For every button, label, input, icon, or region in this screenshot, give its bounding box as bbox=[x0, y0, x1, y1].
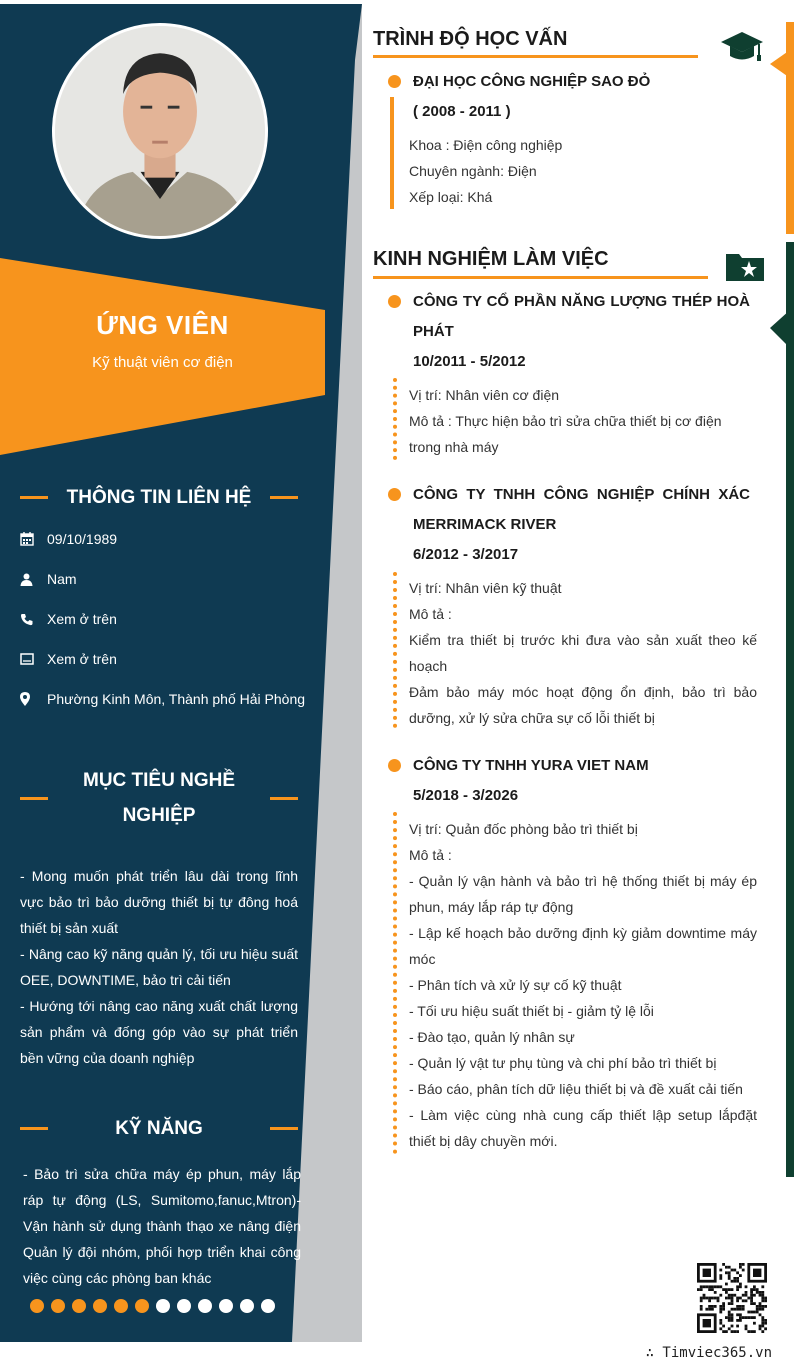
candidate-role: Kỹ thuật viên cơ điện bbox=[92, 354, 233, 371]
contact-text: Xem ở trên bbox=[47, 611, 117, 627]
rating-dot bbox=[30, 1299, 44, 1313]
qr-code[interactable] bbox=[697, 1263, 767, 1333]
job-line: - Quản lý vận hành và bảo trì hệ thống thiết bị máy ép phun, máy lắp ráp tự động bbox=[409, 873, 757, 915]
job-details bbox=[409, 575, 757, 731]
timeline-bullet bbox=[388, 295, 401, 308]
heading-dash bbox=[270, 1127, 298, 1130]
job-line: Kiểm tra thiết bị trước khi đưa vào sản xuất theo kế hoạch bbox=[409, 632, 757, 674]
person-icon bbox=[20, 573, 47, 586]
brand-watermark[interactable]: ∴ Timviec365.vn bbox=[645, 1345, 772, 1361]
job-line: Vị trí: Nhân viên kỹ thuật bbox=[409, 580, 562, 596]
avatar-image bbox=[55, 26, 265, 236]
timeline-bullet bbox=[388, 488, 401, 501]
job-period: 5/2018 - 3/2026 bbox=[413, 787, 519, 804]
job-company: CÔNG TY TNHH YURA VIET NAM bbox=[413, 757, 649, 774]
job-line: - Báo cáo, phân tích dữ liệu thiết bị và đề xuất cải tiến bbox=[409, 1081, 743, 1097]
job-timeline-dots bbox=[393, 812, 397, 1154]
job-period: 6/2012 - 3/2017 bbox=[413, 546, 519, 563]
contact-heading bbox=[20, 480, 298, 515]
education-timeline-line bbox=[390, 97, 394, 209]
rating-dot bbox=[240, 1299, 254, 1313]
heading-dash bbox=[20, 496, 48, 499]
skill-rating bbox=[30, 1299, 275, 1313]
skills-heading bbox=[20, 1111, 298, 1146]
graduation-cap-icon bbox=[720, 30, 764, 69]
objective-heading-text bbox=[83, 763, 235, 833]
rating-dot bbox=[177, 1299, 191, 1313]
skills-line: - Bảo trì sửa chữa máy ép phun, máy lắp ráp tự động (LS, Sumitomo,fanuc,Mtron)- Vận hành sử dụng thành thạo xe nâng điện Quản lý đội nhóm, phối hợp triển khai công việc cùng các phòng ban khác bbox=[23, 1166, 301, 1286]
job-company: CÔNG TY CỔ PHẦN NĂNG LƯỢNG THÉP HOÀ bbox=[413, 293, 750, 310]
rating-dot bbox=[219, 1299, 233, 1313]
rating-dot bbox=[261, 1299, 275, 1313]
objective-heading-line1: MỤC TIÊU NGHỀ bbox=[83, 770, 235, 791]
job-line: - Phân tích và xử lý sự cố kỹ thuật bbox=[409, 977, 622, 993]
rating-dot bbox=[51, 1299, 65, 1313]
job-line: Vị trí: Nhân viên cơ điện bbox=[409, 387, 560, 403]
education-line: Khoa : Điện công nghiệp bbox=[409, 137, 563, 153]
job-period: 10/2011 - 5/2012 bbox=[413, 353, 526, 370]
heading-dash bbox=[20, 1127, 48, 1130]
contact-text: Phường Kinh Môn, Thành phố Hải Phòng bbox=[47, 691, 306, 707]
objective-heading-line2: NGHIỆP bbox=[122, 805, 196, 826]
job-line: - Lập kế hoạch bảo dưỡng định kỳ giảm downtime máy móc bbox=[409, 925, 757, 967]
job-line: - Làm việc cùng nhà cung cấp thiết lập setup lắpđặt thiết bị dây chuyền mới. bbox=[409, 1107, 757, 1149]
rating-dot bbox=[114, 1299, 128, 1313]
education-underline bbox=[373, 55, 698, 58]
job-line: - Đào tạo, quản lý nhân sự bbox=[409, 1029, 575, 1045]
contact-gender bbox=[20, 571, 77, 587]
job-line: Vị trí: Quản đốc phòng bảo trì thiết bị bbox=[409, 821, 638, 837]
sidebar bbox=[0, 0, 360, 1342]
rating-dot bbox=[93, 1299, 107, 1313]
objective-heading bbox=[20, 763, 298, 833]
job-company-cont: MERRIMACK RIVER bbox=[413, 516, 557, 533]
contact-address bbox=[20, 691, 305, 707]
job-line: Mô tả : bbox=[409, 847, 452, 863]
skills-heading-text: KỸ NĂNG bbox=[115, 1118, 203, 1139]
education-period: ( 2008 - 2011 ) bbox=[413, 103, 511, 120]
objective-line: - Nâng cao kỹ năng quản lý, tối ưu hiệu suất OEE, DOWNTIME, bảo trì cải tiến bbox=[20, 946, 298, 988]
rating-dot bbox=[135, 1299, 149, 1313]
contact-phone bbox=[20, 611, 117, 627]
experience-underline bbox=[373, 276, 708, 279]
job-details bbox=[409, 816, 757, 1154]
contact-email bbox=[20, 651, 117, 667]
calendar-icon bbox=[20, 532, 47, 546]
objective-line: - Hướng tới nâng cao năng xuất chất lượng sản phẩm và đống góp vào sự phát triển bền vững của doanh nghiệp bbox=[20, 998, 298, 1066]
email-icon bbox=[20, 653, 47, 665]
job-line: Đảm bảo máy móc hoạt động ổn định, bảo trì bảo dưỡng, xử lý sửa chữa sự cố lỗi thiết bị bbox=[409, 684, 757, 726]
job-timeline-dots bbox=[393, 572, 397, 728]
heading-dash bbox=[20, 797, 48, 800]
avatar bbox=[52, 23, 268, 239]
objective-line: - Mong muốn phát triển lâu dài trong lĩnh vực bảo trì bảo dưỡng thiết bị tự đông hoá thiết bị sản xuất bbox=[20, 868, 298, 936]
education-line: Chuyên ngành: Điện bbox=[409, 163, 537, 179]
heading-dash bbox=[270, 496, 298, 499]
phone-icon bbox=[20, 613, 47, 626]
objective-text bbox=[20, 863, 298, 1071]
education-line: Xếp loại: Khá bbox=[409, 189, 493, 205]
heading-dash bbox=[270, 797, 298, 800]
education-details bbox=[409, 132, 757, 210]
candidate-name: ỨNG VIÊN bbox=[96, 310, 229, 340]
rating-dot bbox=[156, 1299, 170, 1313]
contact-dob bbox=[20, 531, 117, 547]
timeline-bullet bbox=[388, 759, 401, 772]
contact-text: Xem ở trên bbox=[47, 651, 117, 667]
school-name: ĐẠI HỌC CÔNG NGHIỆP SAO ĐỎ bbox=[413, 73, 651, 90]
rating-dot bbox=[72, 1299, 86, 1313]
contact-text: 09/10/1989 bbox=[47, 531, 118, 547]
contact-heading-text: THÔNG TIN LIÊN HỆ bbox=[66, 487, 252, 508]
job-details bbox=[409, 382, 757, 460]
job-line: - Tối ưu hiệu suất thiết bị - giảm tỷ lệ lỗi bbox=[409, 1003, 654, 1019]
job-line: - Quản lý vật tư phụ tùng và chi phí bảo trì thiết bị bbox=[409, 1055, 717, 1071]
timeline-bullet bbox=[388, 75, 401, 88]
job-line: Mô tả : Thực hiện bảo trì sửa chữa thiết bị cơ điện trong nhà máy bbox=[409, 413, 722, 455]
rating-dot bbox=[198, 1299, 212, 1313]
job-timeline-dots bbox=[393, 378, 397, 460]
job-line: Mô tả : bbox=[409, 606, 452, 622]
job-company-cont: PHÁT bbox=[413, 323, 454, 340]
folder-star-icon bbox=[725, 250, 765, 287]
location-icon bbox=[20, 692, 47, 706]
contact-text: Nam bbox=[47, 571, 77, 587]
skills-text bbox=[23, 1161, 301, 1291]
job-company: CÔNG TY TNHH CÔNG NGHIỆP CHÍNH XÁC bbox=[413, 486, 750, 503]
education-heading: TRÌNH ĐỘ HỌC VẤN bbox=[373, 28, 568, 50]
experience-heading: KINH NGHIỆM LÀM VIỆC bbox=[373, 248, 609, 270]
